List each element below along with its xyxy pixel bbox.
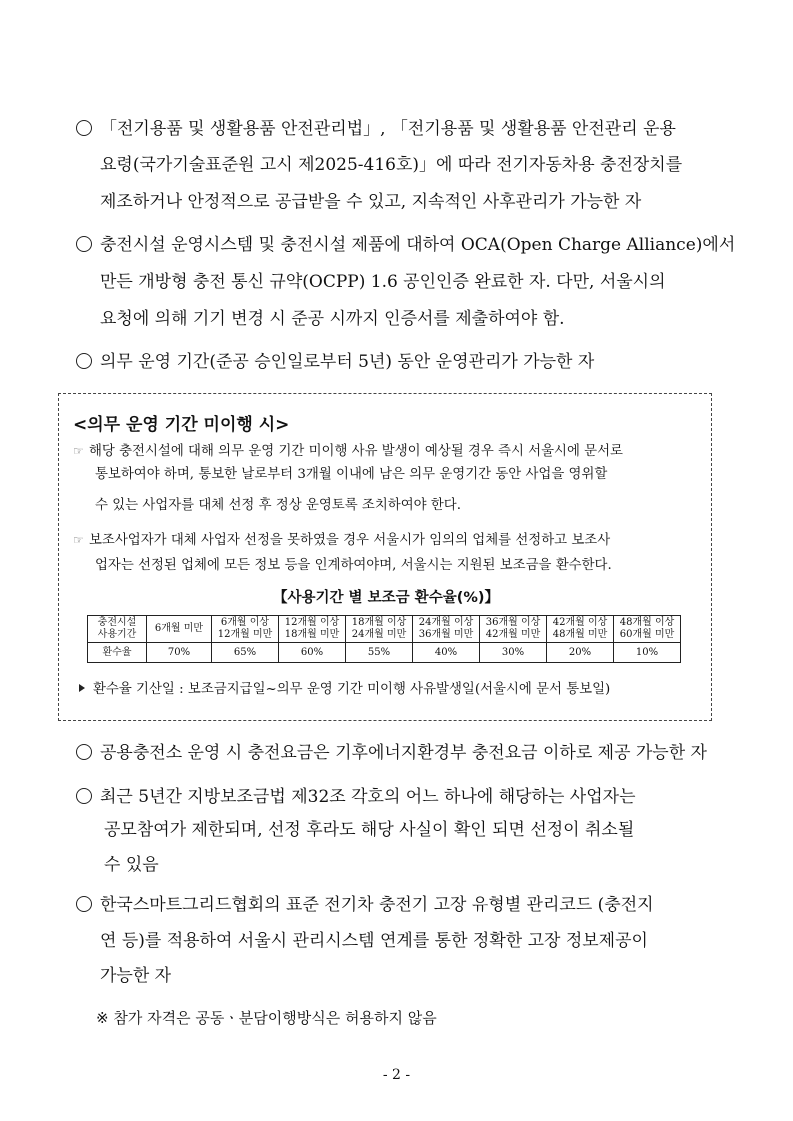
rate-cell: 30% (480, 643, 547, 663)
period-cell: 48개월 이상 60개월 미만 (614, 616, 681, 643)
item-5-line-2: 공모참여가 제한되며, 선정 후라도 해당 사실이 확인 되면 선정이 취소될 (104, 820, 635, 840)
rate-cell: 40% (413, 643, 480, 663)
circle-bullet-icon (76, 744, 92, 760)
item-2-line-1: 충전시설 운영시스템 및 충전시설 제품에 대하여 OCA(Open Charge Alliance)에서 (76, 233, 735, 257)
box-title: <의무 운영 기간 미이행 시> (73, 415, 290, 435)
period-cell: 6개월 이상 12개월 미만 (212, 616, 279, 643)
item-2-line-3: 요청에 의해 기기 변경 시 준공 시까지 인증서를 제출하여야 함. (100, 309, 565, 329)
box-para-2-line-1: ☞ 보조사업자가 대체 사업자 선정을 못하였을 경우 서울시가 임의의 업체를 선정하고 보조사 (73, 529, 610, 552)
period-cell: 36개월 이상 42개월 미만 (480, 616, 547, 643)
item-1-line-2: 요령(국가기술표준원 고시 제2025-416호)」에 따라 전기자동차용 충전장치를 (100, 155, 683, 175)
period-cell: 42개월 이상 48개월 미만 (547, 616, 614, 643)
rate-cell: 70% (147, 643, 212, 663)
item-6-line-3: 가능한 자 (100, 966, 172, 986)
period-cell: 6개월 미만 (147, 616, 212, 643)
non-performance-box (58, 393, 712, 721)
rate-cell: 20% (547, 643, 614, 663)
box-para-1-line-1: ☞ 해당 충전시설에 대해 의무 운영 기간 미이행 사유 발생이 예상될 경우 즉시 서울시에 문서로 (73, 440, 623, 463)
row-header-cell: 충전시설 사용기간 (88, 616, 147, 643)
period-cell: 12개월 이상 18개월 미만 (279, 616, 346, 643)
item-2-line-2: 만든 개방형 충전 통신 규약(OCPP) 1.6 공인인증 완료한 자. 다만, 서울시의 (100, 272, 666, 292)
item-6-line-2: 연 등)를 적용하여 서울시 관리시스템 연계를 통한 정확한 고장 정보제공이 (100, 931, 648, 951)
rate-cell: 10% (614, 643, 681, 663)
box-para-1-line-2: 통보하여야 하며, 통보한 날로부터 3개월 이내에 남은 의무 운영기간 동안 사업을 영위할 (95, 467, 608, 482)
table-title: 【사용기간 별 보조금 환수율(%)】 (272, 590, 499, 606)
table-note: 환수율 기산일 : 보조금지급일~의무 운영 기간 미이행 사유발생일(서울시에 문서 통보일) (79, 679, 610, 701)
circle-bullet-icon (76, 896, 92, 912)
footnote: ※ 참가 자격은 공동ㆍ분담이행방식은 허용하지 않음 (96, 1009, 437, 1027)
item-5-line-3: 수 있음 (104, 855, 159, 875)
rate-label-cell: 환수율 (88, 643, 147, 663)
triangle-arrow-icon (79, 684, 85, 692)
period-cell: 24개월 이상 36개월 미만 (413, 616, 480, 643)
item-3-line-1: 의무 운영 기간(준공 승인일로부터 5년) 동안 운영관리가 가능한 자 (76, 350, 594, 374)
circle-bullet-icon (76, 788, 92, 804)
item-1-line-3: 제조하거나 안정적으로 공급받을 수 있고, 지속적인 사후관리가 가능한 자 (100, 192, 642, 212)
item-6-line-1: 한국스마트그리드협회의 표준 전기차 충전기 고장 유형별 관리코드 (충전지 (76, 893, 654, 917)
circle-bullet-icon (76, 236, 92, 252)
item-5-line-1: 최근 5년간 지방보조금법 제32조 각호의 어느 하나에 해당하는 사업자는 (76, 785, 636, 809)
period-cell: 18개월 이상 24개월 미만 (346, 616, 413, 643)
circle-bullet-icon (76, 353, 92, 369)
item-1-line-1: 「전기용품 및 생활용품 안전관리법」, 「전기용품 및 생활용품 안전관리 운용 (76, 117, 676, 141)
pointing-hand-icon: ☞ (73, 533, 84, 547)
rate-cell: 65% (212, 643, 279, 663)
rate-cell: 60% (279, 643, 346, 663)
box-para-1-line-3: 수 있는 사업자를 대체 선정 후 정상 운영토록 조치하여야 한다. (95, 498, 461, 513)
item-4-line-1: 공용충전소 운영 시 충전요금은 기후에너지환경부 충전요금 이하로 제공 가능한 자 (76, 741, 707, 765)
page-number: - 2 - (382, 1067, 411, 1083)
table-rate-row (88, 643, 681, 663)
table-header-row (88, 616, 681, 643)
box-para-2-line-2: 업자는 선정된 업체에 모든 정보 등을 인계하여야며, 서울시는 지원된 보조금을 환수한다. (95, 558, 612, 573)
pointing-hand-icon: ☞ (73, 444, 84, 458)
refund-rate-table (87, 615, 681, 663)
circle-bullet-icon (76, 120, 92, 136)
rate-cell: 55% (346, 643, 413, 663)
